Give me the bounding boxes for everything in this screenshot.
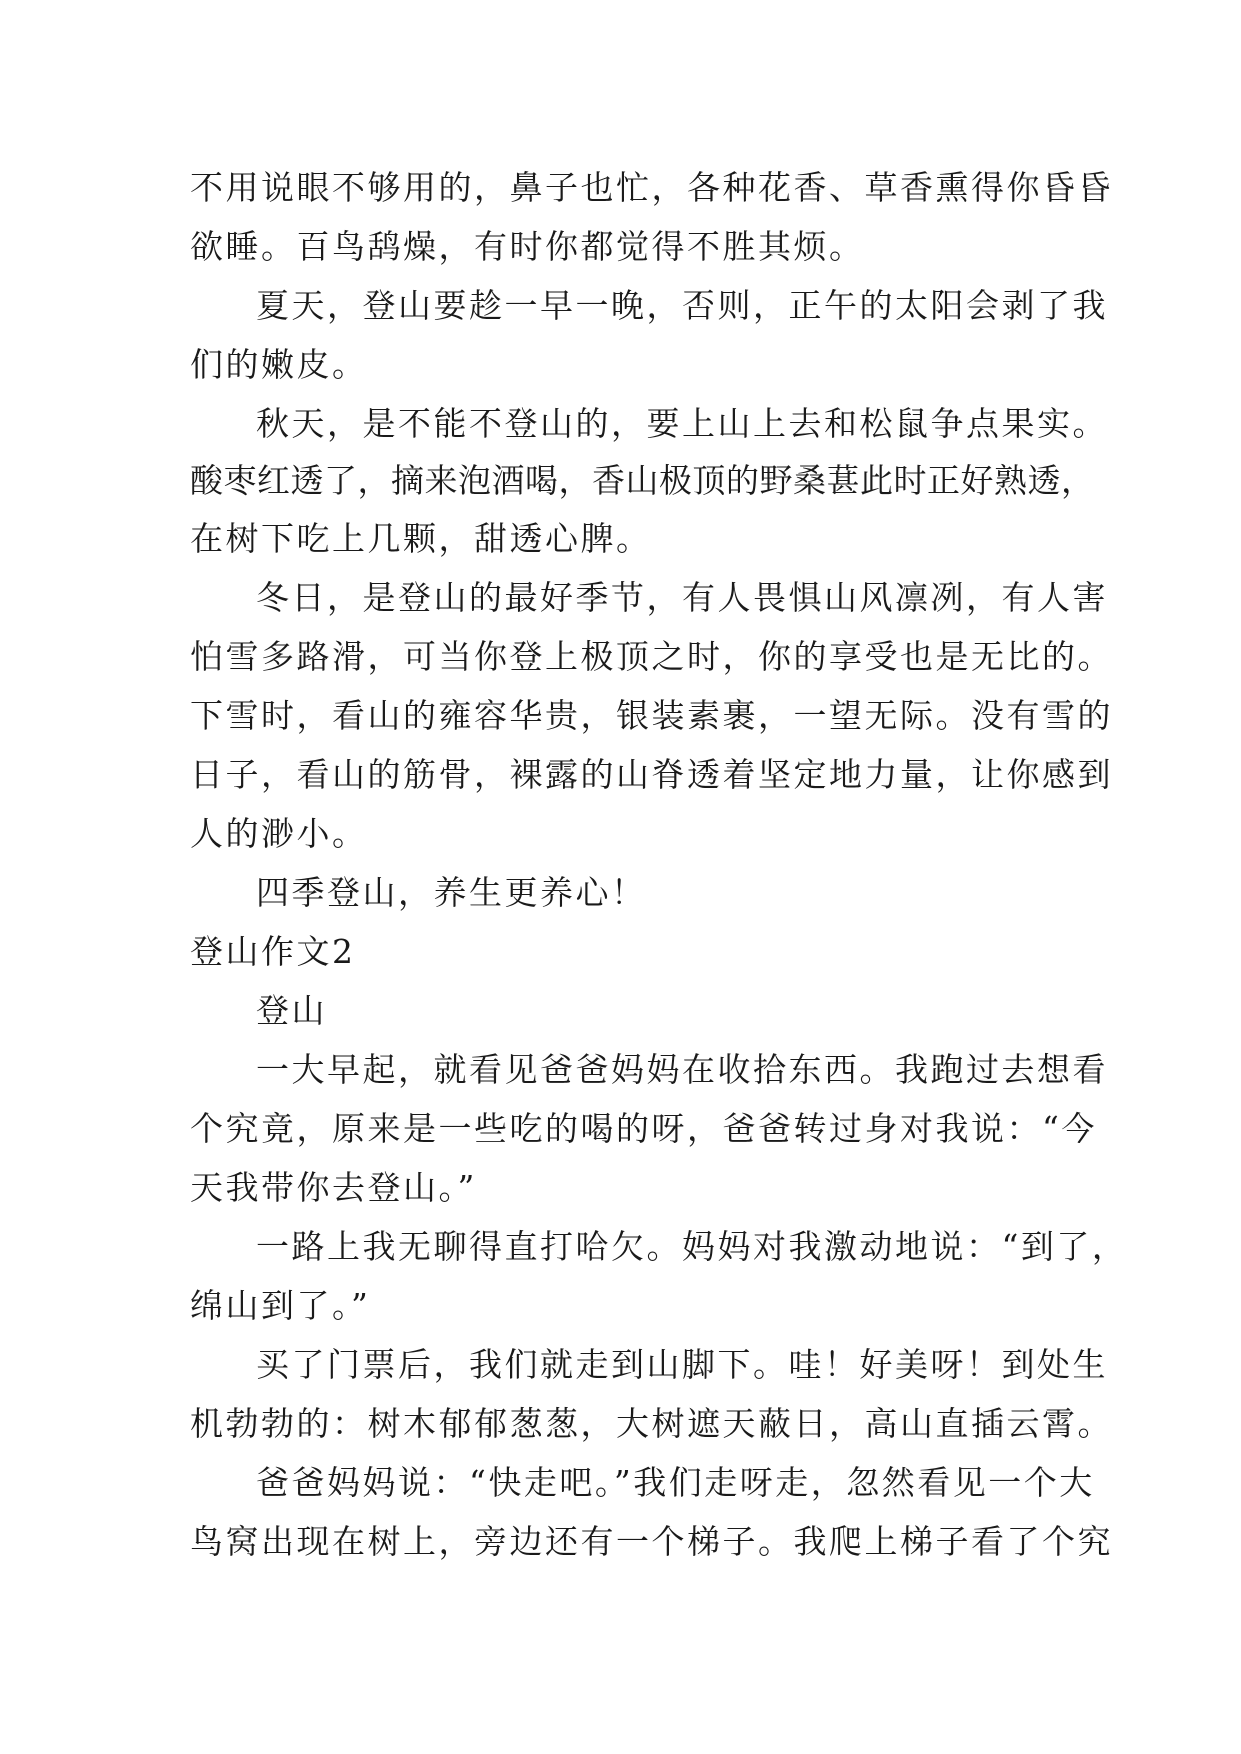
text-line: 机勃勃的：树木郁郁葱葱，大树遮天蔽日，高山直插云霄。 (190, 1404, 1113, 1443)
text-line: 人的渺小。 (190, 814, 368, 853)
text-line: 欲睡。百鸟鸹燥，有时你都觉得不胜其烦。 (190, 227, 865, 266)
text-line: 绵山到了。” (190, 1286, 371, 1325)
text-line: 个究竟，原来是一些吃的喝的呀，爸爸转过身对我说：“今 (190, 1109, 1097, 1148)
paragraph-start: 冬日，是登山的最好季节，有人畏惧山风凛冽，有人害 (256, 578, 1108, 617)
text-line: 在树下吃上几颗，甜透心脾。 (190, 519, 652, 558)
text-line: 下雪时，看山的雍容华贵，银装素裹，一望无际。没有雪的 (190, 696, 1113, 735)
paragraph-start: 夏天，登山要趁一早一晚，否则，正午的太阳会剥了我 (256, 286, 1108, 325)
paragraph-start: 四季登山，养生更养心！ (256, 873, 647, 912)
document-body (190, 158, 1128, 1571)
paragraph-start: 一大早起，就看见爸爸妈妈在收拾东西。我跑过去想看 (256, 1050, 1108, 1089)
essay-title: 登山 (256, 991, 327, 1030)
paragraph-start: 爸爸妈妈说：“快走吧。”我们走呀走，忽然看见一个大 (256, 1463, 1095, 1502)
text-line: 鸟窝出现在树上，旁边还有一个梯子。我爬上梯子看了个究 (190, 1522, 1113, 1561)
text-line: 天我带你去登山。” (190, 1168, 477, 1207)
section-heading: 登山作文2 (190, 932, 356, 971)
text-line: 怕雪多路滑，可当你登上极顶之时，你的享受也是无比的。 (190, 637, 1113, 676)
paragraph-start: 一路上我无聊得直打哈欠。妈妈对我激动地说：“到了， (256, 1227, 1128, 1266)
text-line: 酸枣红透了，摘来泡酒喝，香山极顶的野桑葚此时正好熟透， (190, 461, 1095, 500)
paragraph-start: 秋天，是不能不登山的，要上山上去和松鼠争点果实。 (256, 404, 1108, 443)
text-line: 不用说眼不够用的，鼻子也忙，各种花香、草香熏得你昏昏 (190, 168, 1113, 207)
paragraph-start: 买了门票后，我们就走到山脚下。哇！好美呀！到处生 (256, 1345, 1108, 1384)
text-line: 日子，看山的筋骨，裸露的山脊透着坚定地力量，让你感到 (190, 755, 1113, 794)
text-line: 们的嫩皮。 (190, 345, 368, 384)
